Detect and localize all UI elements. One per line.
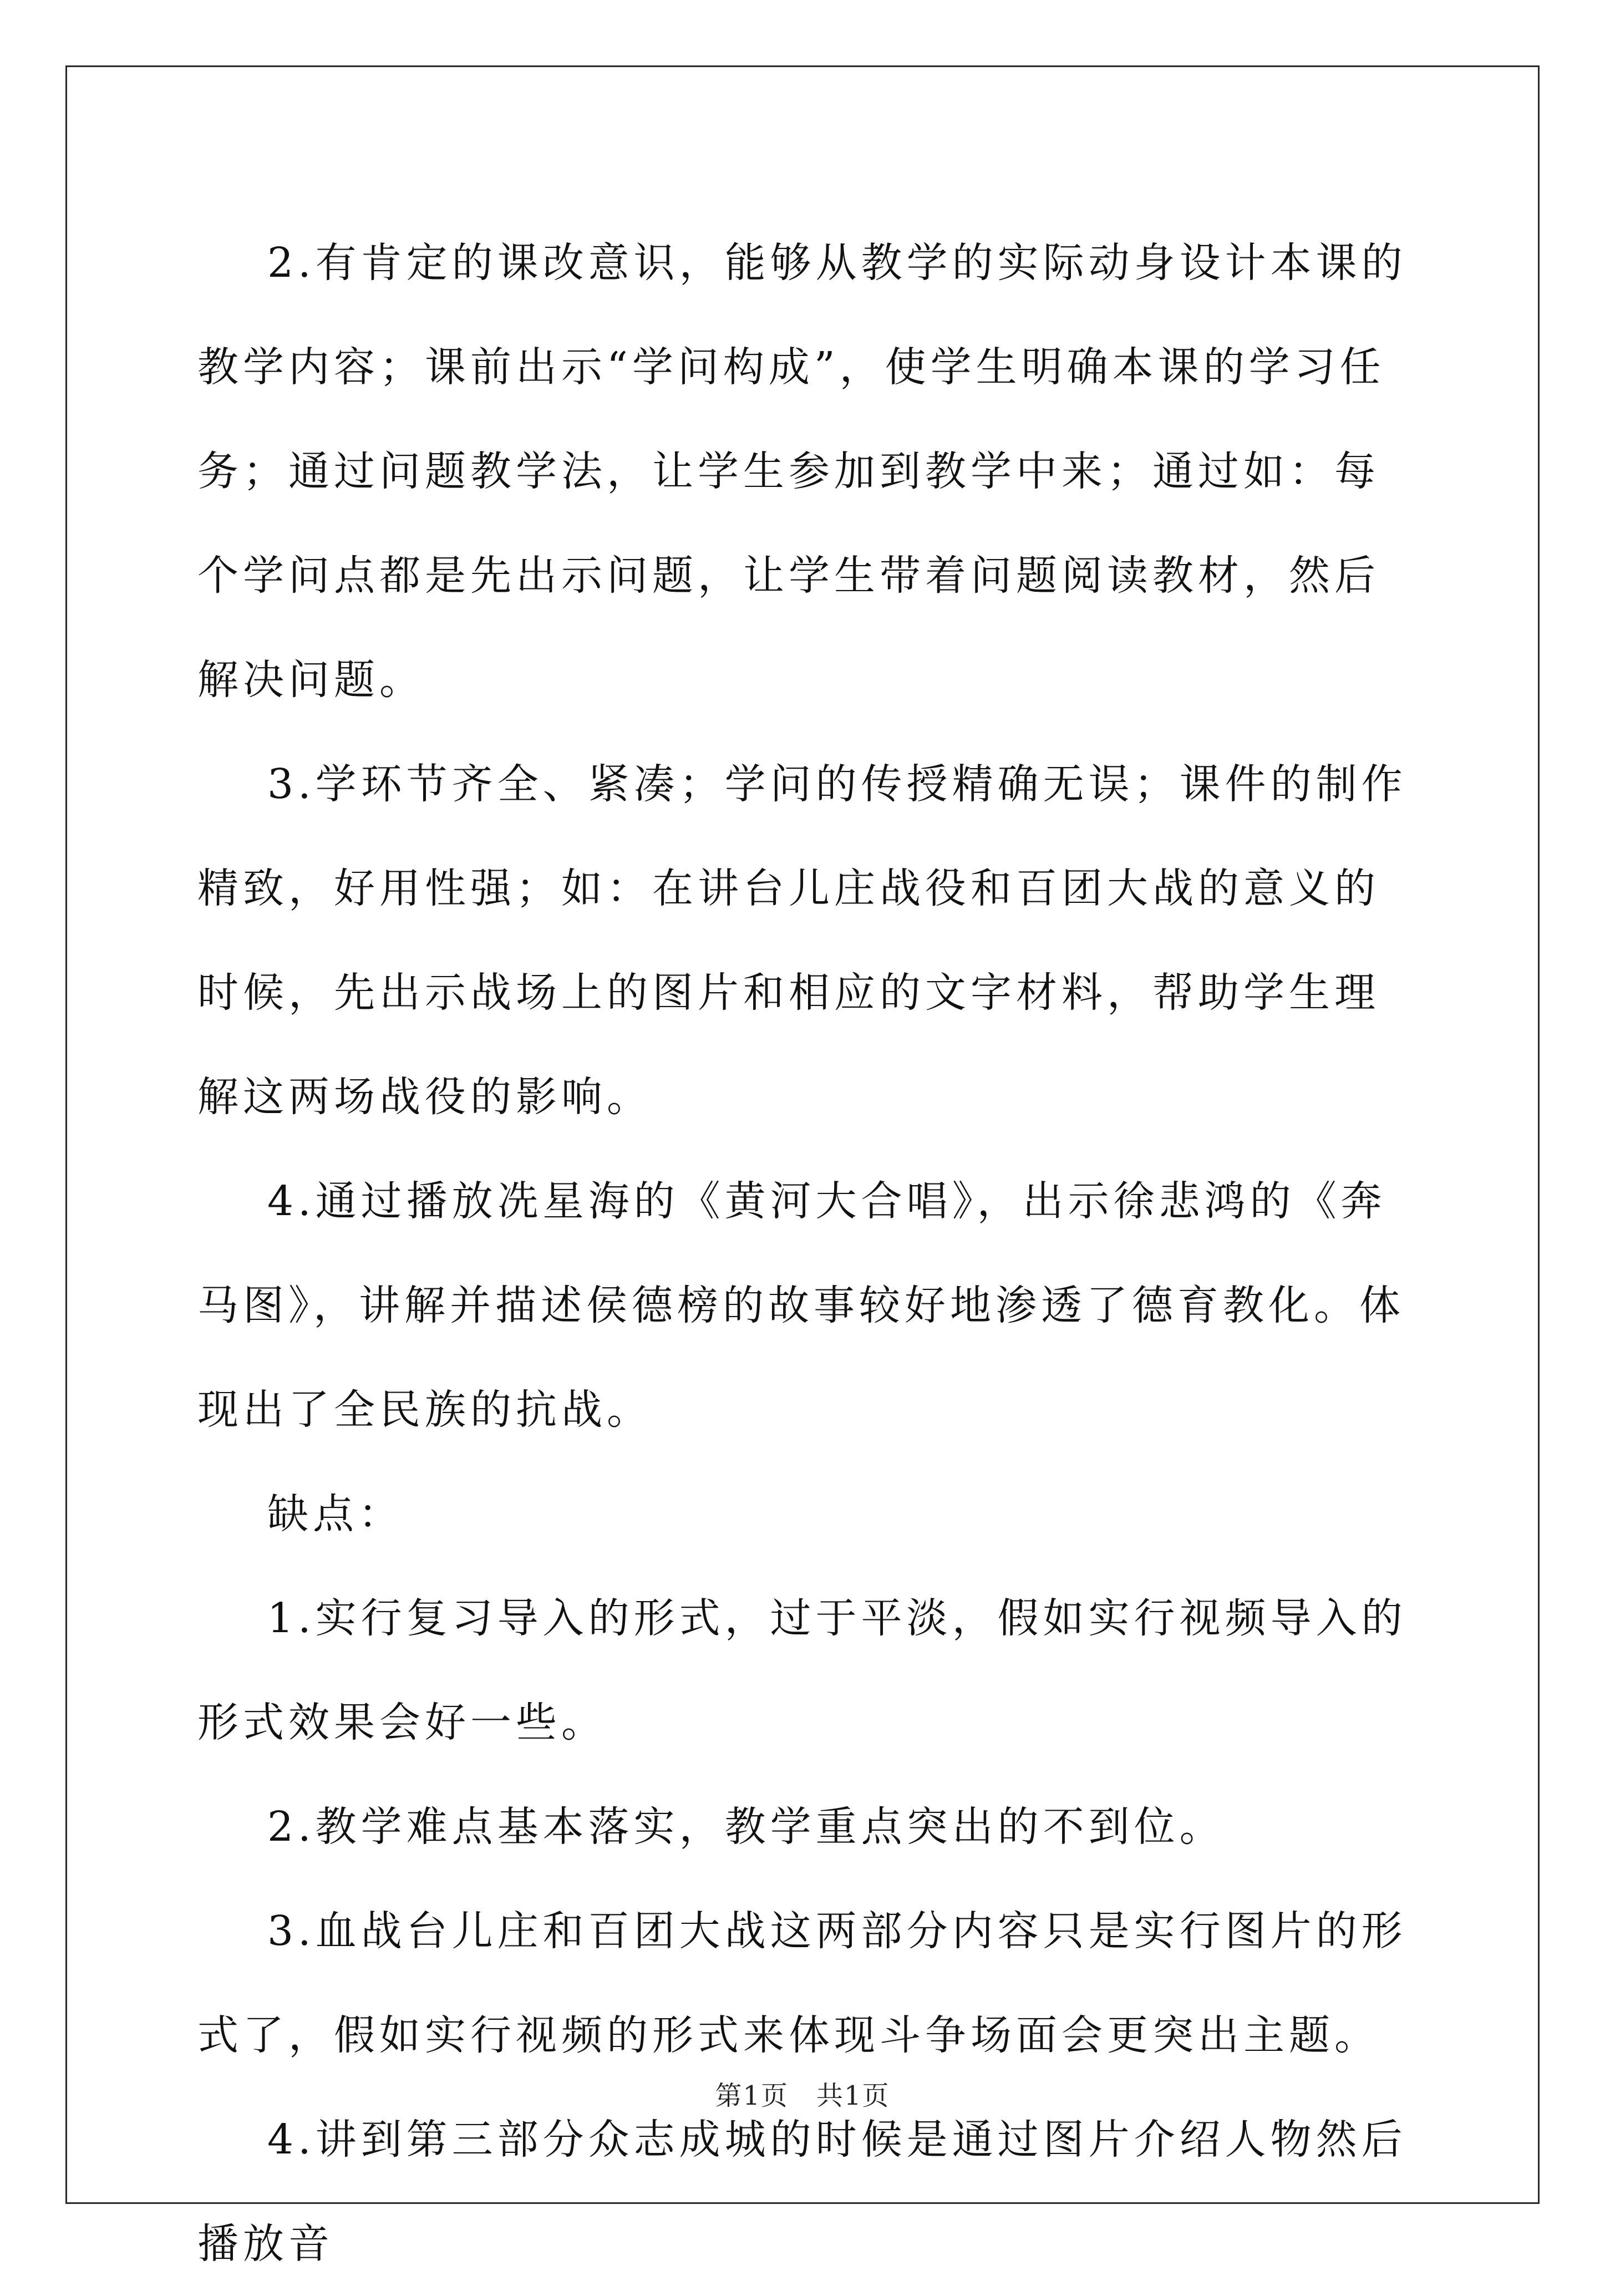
paragraph-strength-2: 2.有肯定的课改意识，能够从教学的实际动身设计本课的教学内容；课前出示“学问构成”，使学生明确本课的学习任务；通过问题教学法，让学生参加到教学中来；通过如：每个学问点都是先出示问题，让学生带着问题阅读教材，然后解决问题。 <box>197 239 1407 704</box>
paragraph-weakness-2: 2.教学难点基本落实，教学重点突出的不到位。 <box>267 1803 1225 1851</box>
paragraph-weakness-3: 3.血战台儿庄和百团大战这两部分内容只是实行图片的形式了，假如实行视频的形式来体现斗争场面会更突出主题。 <box>197 1907 1407 2059</box>
document-body <box>197 211 1418 2296</box>
paragraph-strength-3: 3.学环节齐全、紧凑；学问的传授精确无误；课件的制作精致，好用性强；如：在讲台儿庄战役和百团大战的意义的时候，先出示战场上的图片和相应的文字材料，帮助学生理解这两场战役的影响。 <box>197 760 1407 1121</box>
page-number: 第1页 共1页 <box>715 2080 890 2111</box>
paragraph-weakness-1: 1.实行复习导入的形式，过于平淡，假如实行视频导入的形式效果会好一些。 <box>197 1594 1407 1746</box>
paragraph-weakness-4: 4.讲到第三部分众志成城的时候是通过图片介绍人物然后播放音 <box>197 2116 1407 2268</box>
paragraph-strength-4: 4.通过播放冼星海的《黄河大合唱》，出示徐悲鸿的《奔马图》，讲解并描述侯德榜的故事较好地渗透了德育教化。体现出了全民族的抗战。 <box>197 1177 1405 1434</box>
heading-weaknesses: 缺点： <box>267 1490 404 1538</box>
